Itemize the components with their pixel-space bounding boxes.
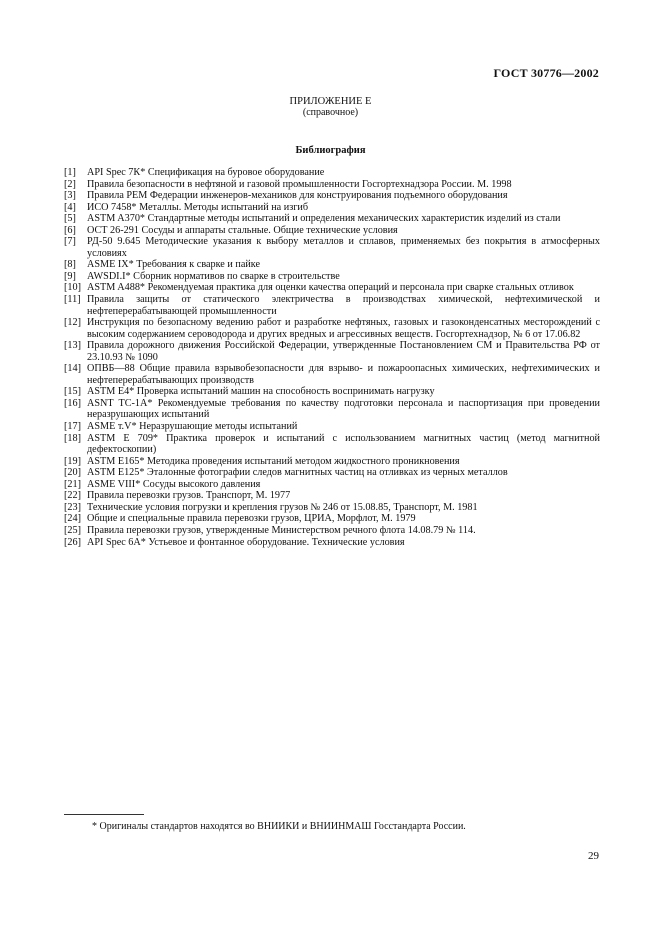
bibliography-entry: [64, 386, 600, 398]
entry-text: Правила перевозки грузов. Транспорт, М. 1977: [87, 490, 291, 502]
entry-text: AWSDI.I* Сборник нормативов по сварке в строительстве: [87, 270, 340, 282]
bibliography-entry: [64, 490, 600, 502]
bibliography-entry: [64, 317, 600, 340]
bibliography-entry: [64, 282, 600, 294]
entry-number: [22]: [64, 490, 81, 502]
entry-number: [17]: [64, 421, 81, 433]
entry-number: [25]: [64, 524, 81, 536]
entry-text: ASTM E125* Эталонные фотографии следов магнитных частиц на отливках из черных металлов: [87, 467, 508, 479]
bibliography-entry: [64, 398, 600, 421]
entry-text: Общие и специальные правила перевозки грузов, ЦРИА, Морфлот, М. 1979: [87, 513, 416, 525]
entry-number: [10]: [64, 282, 81, 294]
bibliography-entry: [64, 225, 600, 237]
bibliography-entry: [64, 456, 600, 468]
entry-number: [20]: [64, 467, 81, 479]
entry-number: [2]: [64, 178, 76, 190]
entry-text: Инструкция по безопасному ведению работ и разработке нефтяных, газовых и газоконденсатных месторождений с высоким содержанием сероводорода и других вредных и агрессивных веществ. Госгортехнадзор, № 6 от 17.06.82: [87, 317, 600, 340]
entry-text: ASME т.V* Неразрушающие методы испытаний: [87, 421, 298, 433]
bibliography-entry: [64, 190, 600, 202]
entry-text: Правила защиты от статического электричества в производствах химической, нефтехимической и нефтеперерабатывающей промышленности: [87, 294, 600, 317]
entry-text: ASME VIII* Сосуды высокого давления: [87, 478, 261, 490]
entry-text: ИСО 7458* Металлы. Методы испытаний на изгиб: [87, 201, 309, 213]
entry-number: [9]: [64, 270, 76, 282]
entry-number: [11]: [64, 294, 81, 306]
entry-number: [8]: [64, 259, 76, 271]
bibliography-entry: [64, 294, 600, 317]
entry-number: [26]: [64, 536, 81, 548]
bibliography-entry: [64, 179, 600, 191]
entry-text: ОСТ 26-291 Сосуды и аппараты стальные. Общие технические условия: [87, 224, 398, 236]
entry-number: [19]: [64, 455, 81, 467]
entry-number: [14]: [64, 363, 81, 375]
bibliography-entry: [64, 167, 600, 179]
standard-number: ГОСТ 30776—2002: [493, 66, 599, 80]
entry-text: ASTM E4* Проверка испытаний машин на способность воспринимать нагрузку: [87, 386, 435, 398]
page-number: 29: [588, 850, 599, 862]
entry-text: РД-50 9.645 Методические указания к выбору металлов и сплавов, применяемых без покрытия в атмосферных условиях: [87, 236, 600, 259]
entry-number: [18]: [64, 432, 81, 444]
entry-number: [4]: [64, 201, 76, 213]
entry-text: ASNT TC-1A* Рекомендуемые требования по качеству подготовки персонала и паспортизация при проведении неразрушающих испытаний: [87, 397, 600, 421]
entry-text: ASTM E 709* Практика проверок и испытаний с использованием магнитных частиц (метод магнитной дефектоскопии): [87, 432, 600, 456]
entry-text: Правила безопасности в нефтяной и газовой промышленности Госгортехнадзора России. М. 1998: [87, 178, 512, 190]
appendix-subtitle: (справочное): [302, 107, 359, 118]
entry-number: [15]: [64, 386, 81, 398]
appendix-heading: [0, 96, 661, 118]
bibliography-entry: [64, 213, 600, 225]
entry-number: [21]: [64, 478, 81, 490]
entry-text: ОПВБ—88 Общие правила взрывобезопасности для взрыво- и пожароопасных химических, нефтехимических и нефтеперерабатывающих производств: [87, 363, 600, 386]
entry-number: [13]: [64, 340, 81, 352]
entry-text: Правила РЕМ Федерации инженеров-механиков для конструирования подъемного оборудования: [87, 190, 508, 202]
bibliography-entry: [64, 467, 600, 479]
entry-text: Технические условия погрузки и крепления грузов № 246 от 15.08.85, Транспорт, М. 1981: [87, 501, 478, 513]
bibliography-entry: [64, 421, 600, 433]
entry-text: API Spec 7К* Спецификация на буровое оборудование: [87, 167, 325, 178]
entry-number: [16]: [64, 397, 81, 409]
bibliography-entry: [64, 513, 600, 525]
entry-number: [24]: [64, 513, 81, 525]
bibliography-entry: [64, 259, 600, 271]
bibliography-entry: [64, 363, 600, 386]
entry-number: [23]: [64, 501, 81, 513]
entry-number: [12]: [64, 317, 81, 329]
entry-number: [6]: [64, 224, 76, 236]
entry-text: API Spec 6A* Устьевое и фонтанное оборудование. Технические условия: [87, 536, 405, 548]
entry-number: [7]: [64, 236, 76, 248]
appendix-title: ПРИЛОЖЕНИЕ Е: [289, 96, 372, 107]
bibliography-entry: [64, 340, 600, 363]
bibliography-entry: [64, 479, 600, 491]
bibliography-entry: [64, 433, 600, 456]
entry-number: [3]: [64, 190, 76, 202]
entry-text: ASTM A488* Рекомендуемая практика для оценки качества операций и персонала при сварке стальных отливок: [87, 282, 574, 294]
entry-text: ASME IX* Требования к сварке и пайке: [87, 259, 261, 271]
entry-number: [1]: [64, 167, 76, 178]
entry-number: [5]: [64, 213, 76, 225]
bibliography-entry: [64, 537, 600, 549]
bibliography-entry: [64, 202, 600, 214]
footnote: * Оригиналы стандартов находятся во ВНИИКИ и ВНИИНМАШ Госстандарта России.: [92, 821, 466, 832]
bibliography-entry: [64, 502, 600, 514]
footnote-divider: [64, 814, 144, 815]
bibliography-list: [64, 167, 600, 548]
bibliography-entry: [64, 525, 600, 537]
bibliography-entry: [64, 271, 600, 283]
entry-text: Правила дорожного движения Российской Федерации, утвержденные Постановлением СМ и Правительства РФ от 23.10.93 № 1090: [87, 340, 600, 363]
entry-text: ASTM E165* Методика проведения испытаний методом жидкостного проникновения: [87, 455, 460, 467]
entry-text: ASTM A370* Стандартные методы испытаний и определения механических характеристик изделий из стали: [87, 213, 561, 225]
bibliography-title: Библиография: [295, 145, 366, 156]
bibliography-entry: [64, 236, 600, 259]
entry-text: Правила перевозки грузов, утвержденные Министерством речного флота 14.08.79 № 114.: [87, 524, 476, 536]
